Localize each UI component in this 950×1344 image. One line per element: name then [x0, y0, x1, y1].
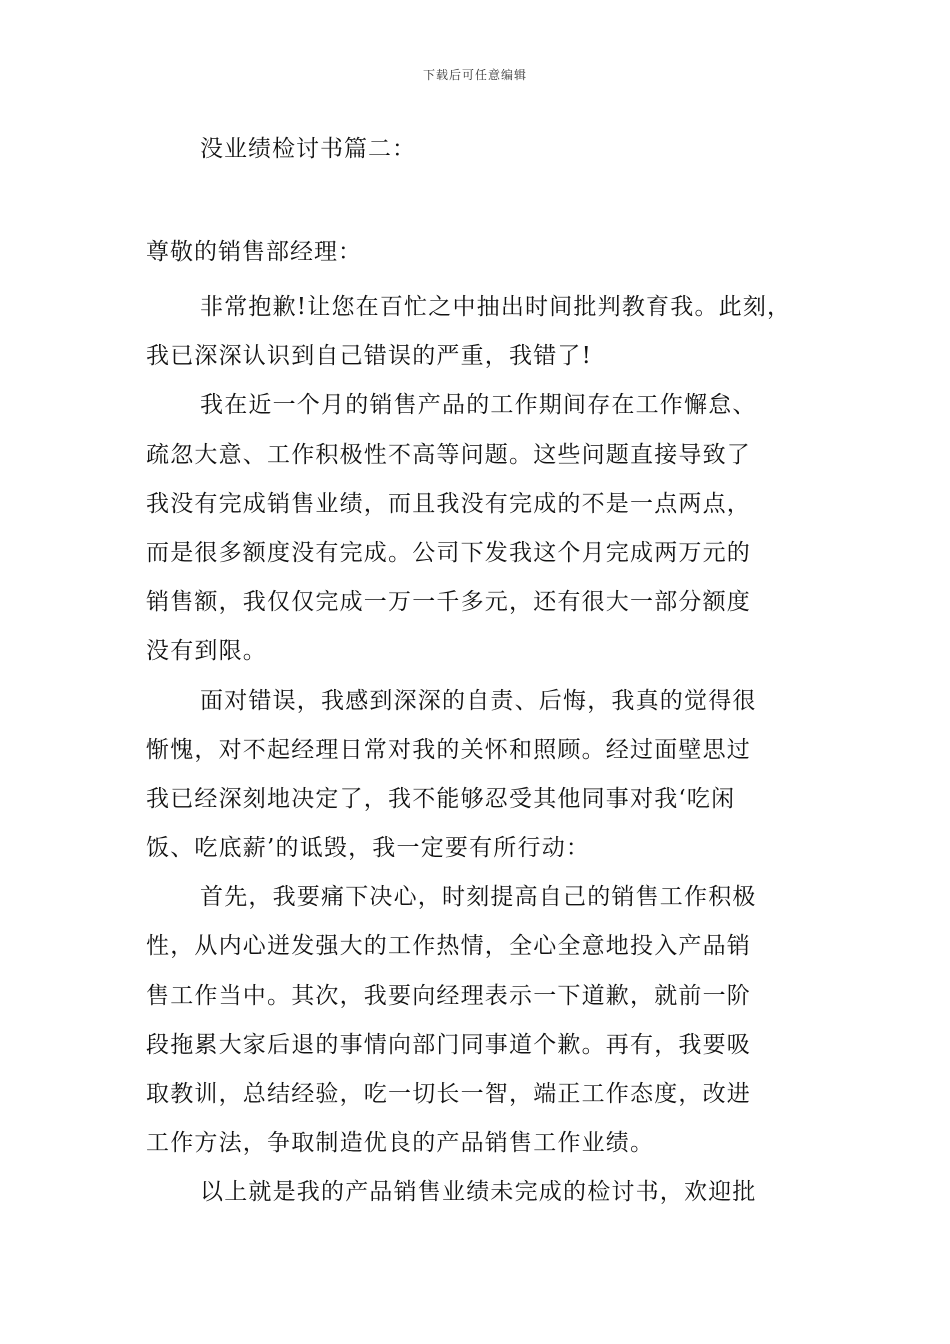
- text-line: 取教训，总结经验，吃一切长一智，端正工作态度，改进: [146, 1081, 751, 1107]
- text-line: 饭、吃底薪’的诋毁，我一定要有所行动：: [146, 835, 591, 862]
- text-line: 我已深深认识到自己错误的严重，我错了!: [146, 343, 593, 370]
- text-line: 我在近一个月的销售产品的工作期间存在工作懈怠、: [200, 392, 757, 419]
- text-line: 而是很多额度没有完成。公司下发我这个月完成两万元的: [146, 539, 751, 566]
- paragraph-actions: [146, 873, 816, 1168]
- text-line: 疏忽大意、工作积极性不高等问题。这些问题直接导致了: [146, 441, 751, 468]
- text-line: 段拖累大家后退的事情向部门同事道个歉。再有，我要吸: [146, 1031, 751, 1058]
- text-line: 非常抱歉!让您在百忙之中抽出时间批判教育我。此刻，: [200, 294, 792, 320]
- text-line: 没有到限。: [146, 638, 267, 665]
- text-line: 我已经深刻地决定了，我不能够忍受其他同事对我‘吃闲: [146, 785, 736, 812]
- paragraph-reflection: [146, 677, 816, 874]
- text-line: 面对错误，我感到深深的自责、后悔，我真的觉得很: [200, 687, 757, 714]
- paragraph-closing: [146, 1168, 816, 1217]
- text-line: 工作方法，争取制造优良的产品销售工作业绩。: [146, 1130, 655, 1157]
- paragraph-apology: [146, 283, 816, 381]
- text-line: 售工作当中。其次，我要向经理表示一下道歉，就前一阶: [146, 982, 751, 1009]
- salutation: 尊敬的销售部经理：: [146, 239, 362, 265]
- text-line: 以上就是我的产品销售业绩未完成的检讨书，欢迎批: [200, 1179, 757, 1206]
- document-title: 没业绩检讨书篇二：: [200, 136, 416, 162]
- text-line: 我没有完成销售业绩，而且我没有完成的不是一点两点，: [146, 490, 751, 517]
- document-body: [146, 283, 816, 1218]
- text-line: 性，从内心迸发强大的工作热情，全心全意地投入产品销: [146, 933, 751, 960]
- paragraph-problems: [146, 381, 816, 676]
- header-note: 下载后可任意编辑: [422, 68, 527, 82]
- text-line: 首先，我要痛下决心，时刻提高自己的销售工作积极: [200, 884, 757, 911]
- text-line: 惭愧，对不起经理日常对我的关怀和照顾。经过面壁思过: [146, 736, 751, 763]
- text-line: 销售额，我仅仅完成一万一千多元，还有很大一部分额度: [146, 589, 751, 616]
